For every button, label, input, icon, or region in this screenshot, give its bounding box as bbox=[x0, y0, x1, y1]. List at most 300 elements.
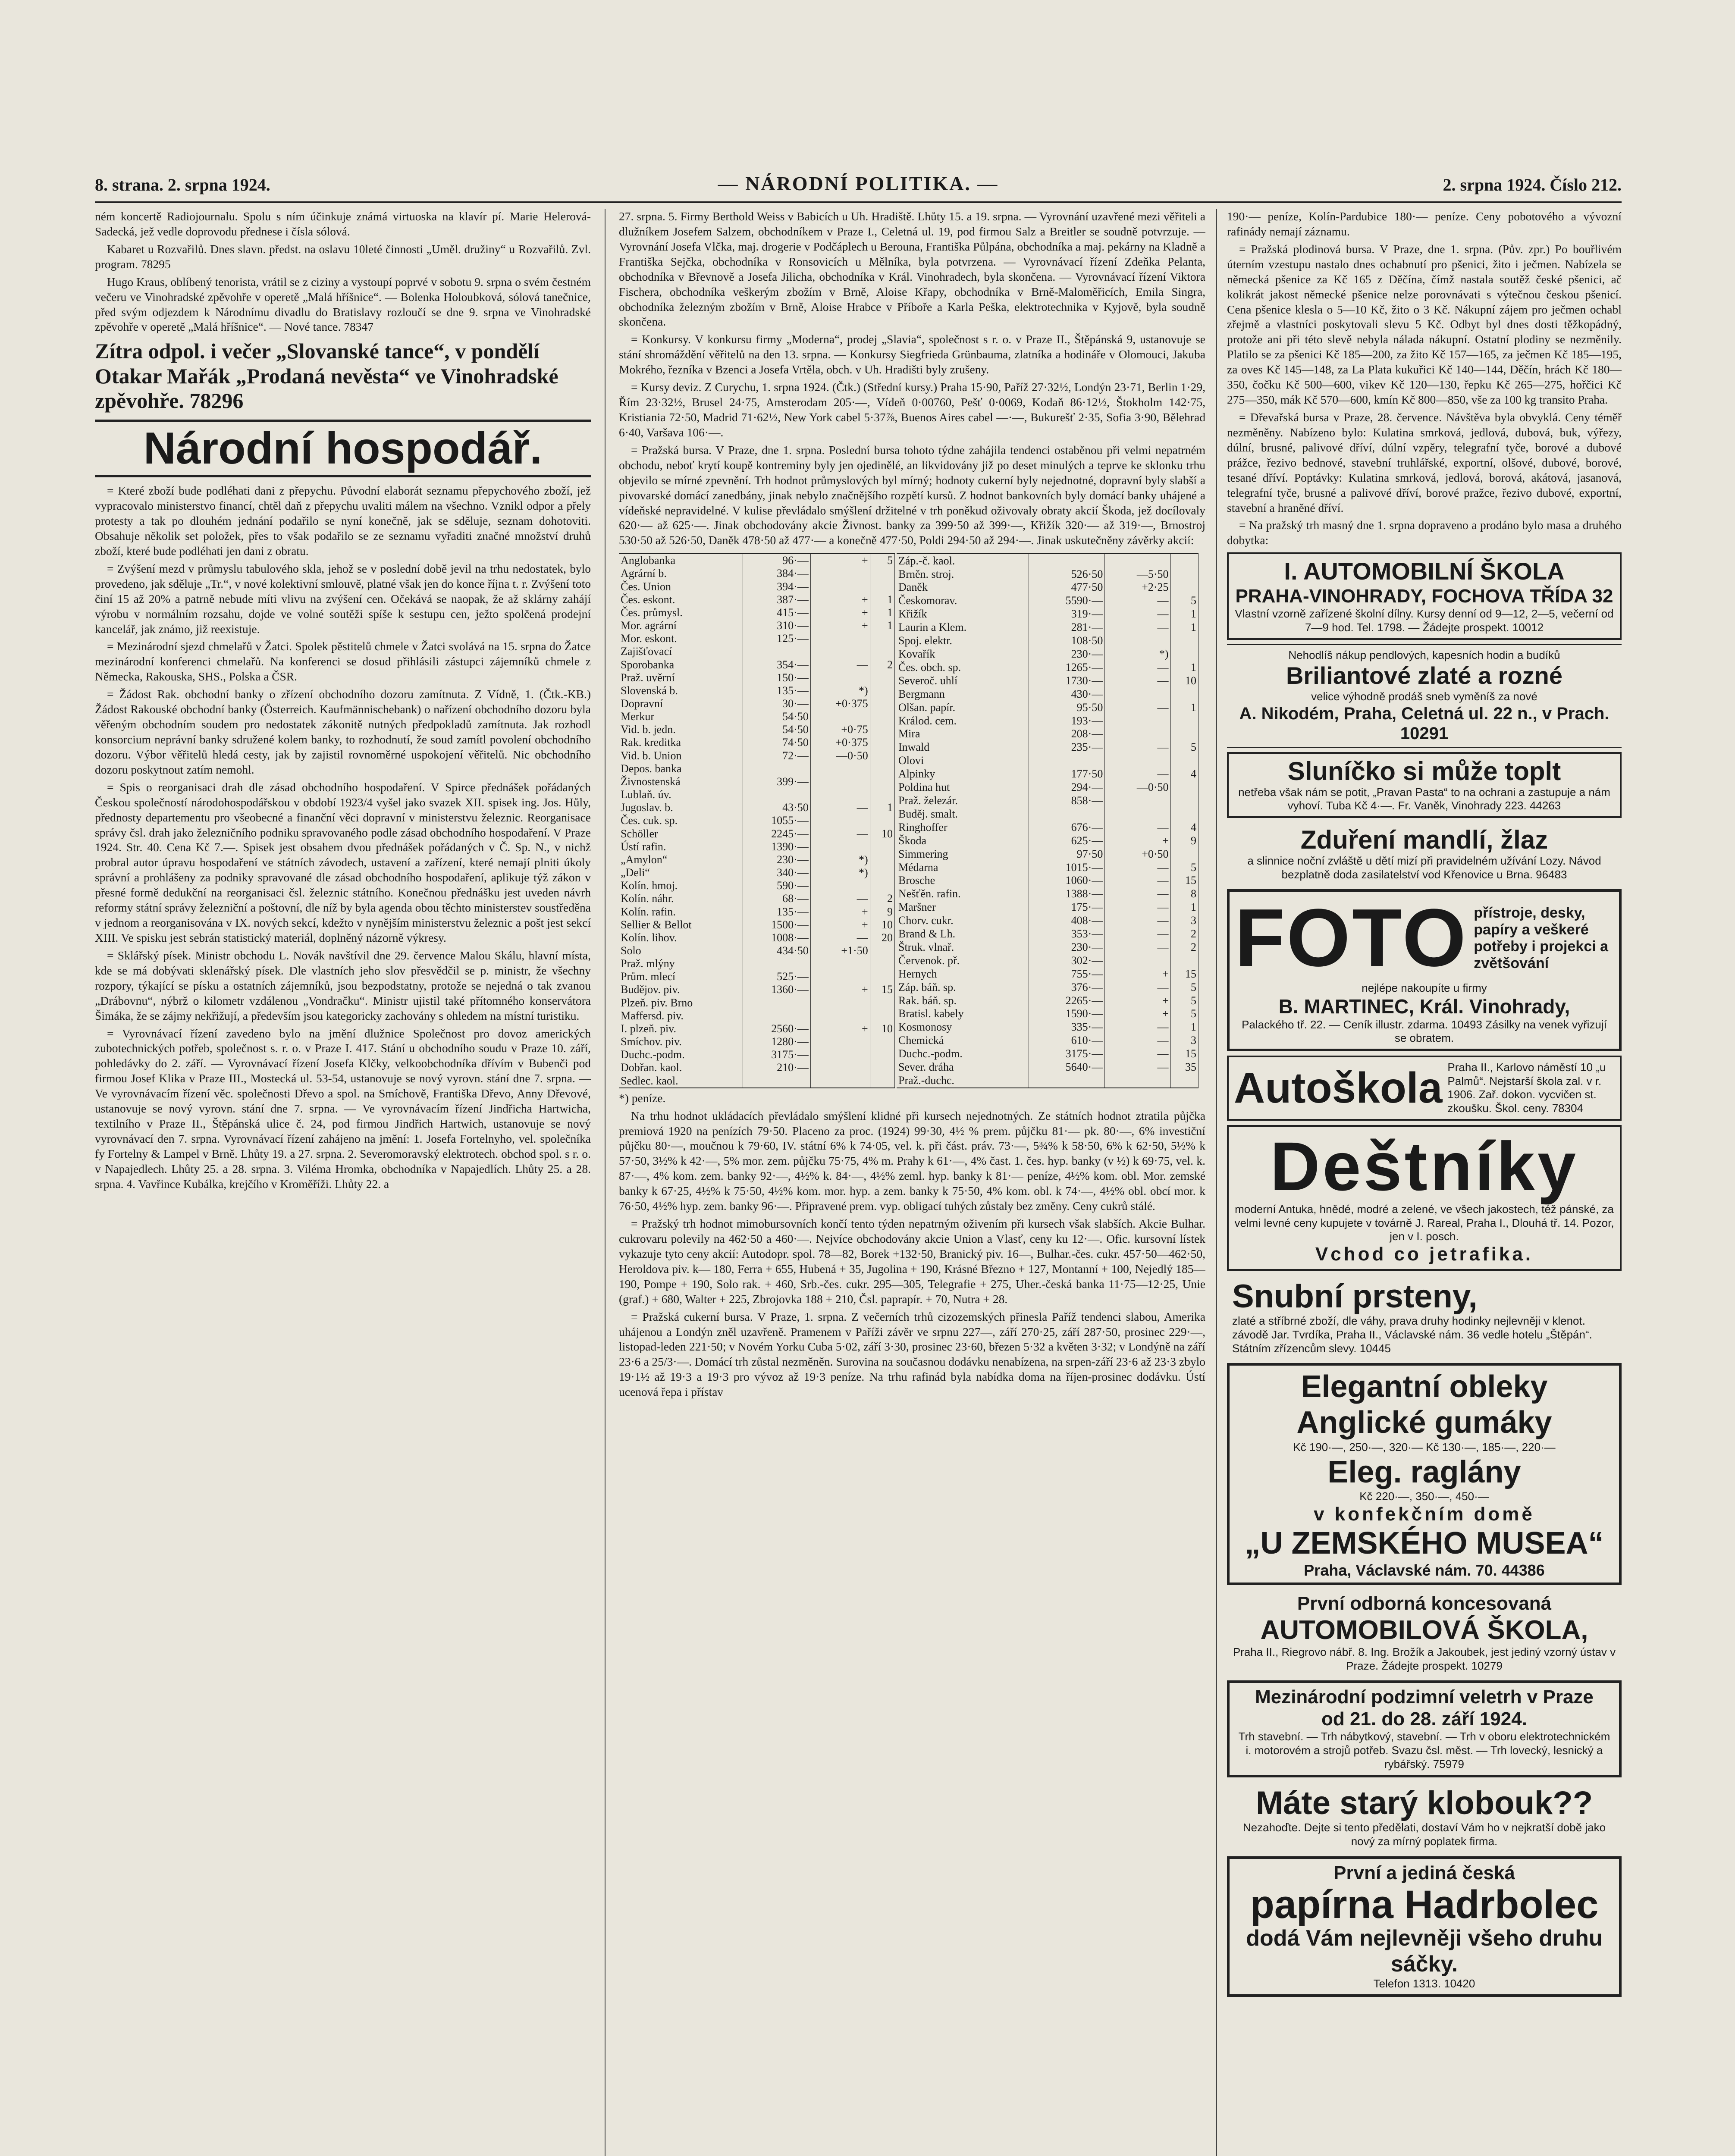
stock-value-cell bbox=[810, 840, 870, 853]
stock-value-cell: — bbox=[1105, 674, 1170, 687]
stock-table-right bbox=[897, 553, 1198, 1088]
stock-value-cell bbox=[1170, 634, 1198, 648]
stock-name-cell: Bratisl. kabely bbox=[897, 1007, 1029, 1021]
table-row bbox=[897, 674, 1198, 687]
stock-value-cell bbox=[1029, 808, 1105, 821]
stock-name-cell: Plzeň. piv. Brno bbox=[619, 997, 743, 1009]
table-row bbox=[897, 954, 1198, 967]
stock-name-cell: Brand & Lh. bbox=[897, 928, 1029, 941]
table-row bbox=[619, 775, 895, 788]
stock-value-cell: 1 bbox=[870, 606, 894, 619]
ad-headline: Briliantové zlaté a rozné bbox=[1286, 662, 1563, 689]
stock-value-cell bbox=[810, 671, 870, 684]
stock-value-cell bbox=[1105, 714, 1170, 727]
stock-value-cell bbox=[1029, 1074, 1105, 1088]
stock-value-cell: + bbox=[1105, 1007, 1170, 1021]
stock-value-cell: — bbox=[1105, 874, 1170, 887]
stock-name-cell: Agrární b. bbox=[619, 567, 743, 580]
stock-name-cell: Sporobanka bbox=[619, 658, 743, 671]
stock-value-cell bbox=[1105, 794, 1170, 808]
stock-value-cell: — bbox=[1105, 1061, 1170, 1074]
stock-value-cell: — bbox=[1105, 621, 1170, 634]
table-row bbox=[619, 632, 895, 645]
stock-name-cell: Olšan. papír. bbox=[897, 701, 1029, 714]
stock-value-cell bbox=[870, 1075, 894, 1088]
stock-value-cell: 20 bbox=[870, 931, 894, 944]
stock-value-cell: 590·— bbox=[743, 879, 811, 892]
stock-value-cell: 5 bbox=[1170, 981, 1198, 994]
table-row bbox=[897, 741, 1198, 754]
table-row bbox=[619, 1035, 895, 1048]
stock-value-cell: 68·— bbox=[743, 892, 811, 905]
stock-value-cell: 1388·— bbox=[1029, 887, 1105, 901]
stock-value-cell bbox=[810, 710, 870, 723]
stock-value-cell: 3175·— bbox=[743, 1048, 811, 1061]
stock-value-cell bbox=[1105, 554, 1170, 567]
article-paragraph: = Pražská bursa. V Praze, dne 1. srpna. Poslední bursa tohoto týdne zahájila tendenci ostaběnou při velmi nepatrném obchodu, neboť krytí koupě kontreminy byly jen ojedinělé, an likvidovány již po deset minulých a teprve ke sklonku trhu objevilo se mírné zpevnění. Trh hodnot průmyslových byl mírný; hodnoty cukerní byly nejednotné, dopravní byly slabší a pivovarské domácí zanedbány, jinak nebylo značnějšího rozpětí kursů. Z hodnot bankovních byly domácí banky uhájené a vídeňské nepravidelné. V kulise převládalo smýšlení držitelné v trh poněkud oživovaly obraty akcií Škoda, jež docílovaly 620·— až 625·—. Jinak obchodovány akcie Živnost. banky za 399·50 až 399·—, Křižík 320·— až 319·—, Brnostroj 530·50 až 526·50, Daněk 478·50 až 477·— a konečně 477·50, Poldi 294·50 až 294·—. Jinak uskutečněny závěrky akcií: bbox=[619, 443, 1205, 547]
stock-value-cell: *) bbox=[810, 866, 870, 879]
article-paragraph: = Pražská plodinová bursa. V Praze, dne 1. srpna. (Pův. zpr.) Po bouřlivém úterním vzestupu nastalo dnes ochabnutí pro pšenici, žito i ječmen. Nabízela se německá pšenice za Kč 165 z Děčína, čímž nastala soutěž české pšenici, ač kolikrát jakost německé pšenice nelze porovnávati s výtečnou českou pšenicí. Cena pšenice klesla o 5—10 Kč, žito o 3 Kč. Nákupní zájem pro ječmen ochabl zřejmě a vlastníci poskytovali slevu 5 Kč. Odbyt byl dnes dosti těžkopádný, protože ani při této slevě nebyla nálada nákupní. Ostatní plodiny se nezměnily. Platilo se za pšenici Kč 185—200, za žito Kč 157—165, za ječmen Kč 185—195, za oves Kč 145—148, za La Plata kukuřici Kč 140—144, Děčín, hrách Kč 180—350, čočku Kč 500—600, vikev Kč 120—130, řepku Kč 265—275, hořčici Kč 275—350, mák Kč 570—600, kmín Kč 800—850, vše za 100 kg transito Praha. bbox=[1227, 242, 1622, 407]
stock-name-cell: Schöller bbox=[619, 827, 743, 840]
table-row bbox=[619, 723, 895, 736]
table-row bbox=[897, 874, 1198, 887]
table-row bbox=[897, 794, 1198, 808]
table-row bbox=[897, 914, 1198, 928]
stock-value-cell bbox=[870, 879, 894, 892]
table-row bbox=[897, 1034, 1198, 1047]
stock-value-cell bbox=[1170, 554, 1198, 567]
stock-value-cell: + bbox=[810, 918, 870, 931]
stock-name-cell: Chemická bbox=[897, 1034, 1029, 1047]
stock-value-cell: + bbox=[810, 593, 870, 606]
table-row bbox=[619, 684, 895, 697]
table-row bbox=[897, 967, 1198, 981]
stock-value-cell: 235·— bbox=[1029, 741, 1105, 754]
stock-value-cell: 210·— bbox=[743, 1061, 811, 1074]
stock-name-cell: Praž. železár. bbox=[897, 794, 1029, 808]
stock-value-cell: 1500·— bbox=[743, 918, 811, 931]
stock-value-cell: 135·— bbox=[743, 684, 811, 697]
stock-value-cell: 354·— bbox=[743, 658, 811, 671]
stock-name-cell: Bergmann bbox=[897, 687, 1029, 701]
table-row bbox=[897, 808, 1198, 821]
stock-value-cell: 4 bbox=[1170, 768, 1198, 781]
ad-text: moderní Antuka, hnědé, modré a zelené, ve všech jakostech, též pánské, za velmi levné ceny kupujete v továrně J. Rareal, Praha I., Dlouhá tř. 14. Pozor, jen v I. posch. bbox=[1234, 1202, 1614, 1243]
table-row bbox=[897, 834, 1198, 847]
stock-name-cell: Daněk bbox=[897, 581, 1029, 594]
stock-value-cell bbox=[870, 684, 894, 697]
stock-value-cell bbox=[1170, 581, 1198, 594]
table-row bbox=[619, 944, 895, 957]
stock-name-cell: Záp. báň. sp. bbox=[897, 981, 1029, 994]
table-row bbox=[619, 970, 895, 983]
table-row bbox=[619, 1048, 895, 1061]
stock-value-cell bbox=[1105, 634, 1170, 648]
stock-name-cell: Kolín. hmoj. bbox=[619, 879, 743, 892]
ad-hadrbolec bbox=[1227, 1856, 1622, 1997]
article-paragraph: = Kursy deviz. Z Curychu, 1. srpna 1924. (Čtk.) (Střední kursy.) Praha 15·90, Paříž 27·32½, Londýn 23·71, Berlin 1·29, Řím 23·32½, Brusel 24·75, Amsterodam 205·—, Vídeň 0·00760, Pešť 0·0069, Kodaň 86·12½, Štokholm 142·75, Kristiania 72·50, Madrid 71·62½, New York cabel 5·37⅞, Buenos Aires cabel —·—, Bukurešť 2·35, Sofia 3·90, Bělehrad 6·40, Varšava 106·—. bbox=[619, 380, 1205, 439]
header-left: 8. strana. 2. srpna 1924. bbox=[95, 175, 270, 194]
ad-text: nejlépe nakoupíte u firmy bbox=[1362, 981, 1487, 994]
stock-value-cell bbox=[870, 723, 894, 736]
table-row bbox=[619, 606, 895, 619]
table-row bbox=[897, 567, 1198, 581]
stock-value-cell: 5640·— bbox=[1029, 1061, 1105, 1074]
table-row bbox=[619, 840, 895, 853]
stock-value-cell: 376·— bbox=[1029, 981, 1105, 994]
stock-value-cell: +0·375 bbox=[810, 697, 870, 710]
stock-value-cell: 15 bbox=[870, 983, 894, 996]
table-row bbox=[897, 714, 1198, 727]
table-row bbox=[897, 781, 1198, 794]
ad-subheadline: od 21. do 28. září 1924. bbox=[1321, 1708, 1527, 1730]
ad-subheadline: B. MARTINEC, Král. Vinohrady, bbox=[1278, 995, 1570, 1018]
stock-value-cell: *) bbox=[810, 684, 870, 697]
stock-value-cell: — bbox=[1105, 861, 1170, 874]
table-row bbox=[897, 621, 1198, 634]
stock-value-cell: — bbox=[1105, 941, 1170, 954]
ad-subheadline: Praha, Václavské nám. 70. 44386 bbox=[1304, 1561, 1545, 1579]
column-2 bbox=[619, 209, 1205, 2156]
ad-headline: Máte starý klobouk?? bbox=[1255, 1784, 1593, 1821]
article-paragraph: ném koncertě Radiojournalu. Spolu s ním účinkuje známá virtuoska na klavír pí. Marie Helerová-Sadecká, jež vedle doprovodu přednese i čísla sólová. bbox=[95, 210, 591, 238]
ad-foto-martinec bbox=[1227, 889, 1622, 1051]
stock-value-cell bbox=[1029, 754, 1105, 768]
stock-name-cell: Prům. mlecí bbox=[619, 970, 743, 983]
table-note: *) peníze. bbox=[619, 1091, 666, 1105]
ad-headline: Snubní prsteny, bbox=[1232, 1278, 1478, 1315]
stock-value-cell: — bbox=[810, 892, 870, 905]
stock-value-cell: 5 bbox=[1170, 741, 1198, 754]
stock-name-cell: Praž. uvěrní bbox=[619, 671, 743, 684]
ad-text: Vlastní vzorně zařízené školní dílny. Kursy denní od 9—12, 2—5, večerní od 7—9 hod. Tel. 1798. — Žádejte prospekt. 10012 bbox=[1235, 607, 1614, 634]
stock-value-cell: 193·— bbox=[1029, 714, 1105, 727]
stock-value-cell: 3 bbox=[1170, 914, 1198, 928]
table-row bbox=[897, 687, 1198, 701]
table-row bbox=[897, 754, 1198, 768]
stock-value-cell: +0·375 bbox=[810, 736, 870, 749]
stock-name-cell: Laurin a Klem. bbox=[897, 621, 1029, 634]
stock-value-cell bbox=[810, 957, 870, 970]
ad-subheadline: První a jediná česká bbox=[1333, 1862, 1515, 1883]
stock-value-cell: 5 bbox=[870, 554, 894, 567]
stock-value-cell: 5 bbox=[1170, 594, 1198, 608]
stock-value-cell: 3175·— bbox=[1029, 1047, 1105, 1061]
table-row bbox=[619, 853, 895, 866]
stock-value-cell: 399·— bbox=[743, 775, 811, 788]
stock-name-cell: Severoč. uhlí bbox=[897, 674, 1029, 687]
ad-subheadline: PRAHA-VINOHRADY, FOCHOVA TŘÍDA 32 bbox=[1235, 585, 1613, 607]
ad-text: Praha II., Riegrovo nábř. 8. Ing. Brožík a Jakoubek, jest jediný vzorný ústav v Praze. Žádejte prospekt. 10279 bbox=[1233, 1645, 1616, 1672]
stock-value-cell bbox=[870, 749, 894, 762]
stock-name-cell: Sedlec. kaol. bbox=[619, 1075, 743, 1088]
stock-value-cell: 1 bbox=[870, 619, 894, 632]
stock-value-cell: + bbox=[1105, 967, 1170, 981]
stock-value-cell: 335·— bbox=[1029, 1021, 1105, 1034]
stock-name-cell: Kolín. rafin. bbox=[619, 906, 743, 918]
table-row bbox=[897, 821, 1198, 834]
ad-subheadline: přístroje, desky, papíry a veškeré potřeby i projekci a zvětšování bbox=[1474, 904, 1609, 972]
newspaper-page bbox=[95, 170, 1622, 2156]
stock-value-cell bbox=[810, 814, 870, 827]
stock-name-cell: Smíchov. piv. bbox=[619, 1035, 743, 1048]
stock-value-cell: — bbox=[1105, 1034, 1170, 1047]
ad-headline: Eleg. raglány bbox=[1327, 1454, 1521, 1489]
ad-text: Kč 220·—, 350·—, 450·— bbox=[1359, 1490, 1489, 1503]
stock-value-cell: — bbox=[1105, 661, 1170, 674]
stock-name-cell: Praž.-duchc. bbox=[897, 1074, 1029, 1088]
table-row bbox=[897, 1007, 1198, 1021]
stock-value-cell: 1265·— bbox=[1029, 661, 1105, 674]
ad-autoskola bbox=[1227, 1056, 1622, 1121]
stock-name-cell: Mira bbox=[897, 727, 1029, 741]
stock-value-cell: 43·50 bbox=[743, 801, 811, 814]
column-divider bbox=[1216, 209, 1217, 2156]
stock-value-cell: 1015·— bbox=[1029, 861, 1105, 874]
stock-value-cell bbox=[870, 1048, 894, 1061]
ad-mandle bbox=[1227, 822, 1622, 885]
stock-value-cell bbox=[1170, 648, 1198, 661]
article-paragraph: 190·— peníze, Kolín-Pardubice 180·— peníze. Ceny pobotového a vývozní rafinády nemají záznamu. bbox=[1227, 210, 1622, 238]
theatre-announcement: Zítra odpol. i večer „Slovanské tance“, v pondělí Otakar Mařák „Prodaná nevěsta“ ve Vinohradské zpěvohře. 78296 bbox=[95, 339, 558, 413]
stock-value-cell: 394·— bbox=[743, 580, 811, 593]
stock-value-cell bbox=[1170, 794, 1198, 808]
stock-value-cell bbox=[1029, 554, 1105, 567]
stock-value-cell: 1055·— bbox=[743, 814, 811, 827]
column-divider bbox=[605, 209, 606, 2156]
stock-value-cell: 230·— bbox=[1029, 648, 1105, 661]
stock-value-cell bbox=[810, 580, 870, 593]
section-title: Národní hospodář. bbox=[95, 420, 591, 477]
stock-name-cell: Praž. mlýny bbox=[619, 957, 743, 970]
stock-value-cell: 408·— bbox=[1029, 914, 1105, 928]
stock-value-cell: 858·— bbox=[1029, 794, 1105, 808]
stock-value-cell bbox=[870, 645, 894, 658]
table-row bbox=[897, 661, 1198, 674]
stock-name-cell: Kolín. náhr. bbox=[619, 892, 743, 905]
stock-value-cell: 1 bbox=[1170, 608, 1198, 621]
stock-name-cell: Čes. obch. sp. bbox=[897, 661, 1029, 674]
ad-automobilni-skola bbox=[1227, 552, 1622, 639]
article-paragraph: = Žádost Rak. obchodní banky o zřízení obchodního dozoru zamítnuta. Z Vídně, 1. (Čtk.-KB.) Žádost Rakouské obchodní banky (Österreich. Kaufmännischebank) o nařízení obchodního dozoru byla věřeným obchodním soudem pro nedostatek zákonitě nutných předpokladů zamítnuta. Jak rozhodl konsorcium neprávní banky sdružené kolem banky, to rozhodnutí, že soud zamítl povolení obchodního dozoru. Výbor věřitelů hledá cesty, jak by zajistil rovnoměrné uspokojení věřitelů. Nic obchodního dozoru poskytnout zatím nemohl. bbox=[95, 687, 591, 776]
table-row bbox=[619, 931, 895, 944]
stock-value-cell bbox=[1170, 754, 1198, 768]
stock-value-cell: 10 bbox=[1170, 674, 1198, 687]
stock-value-cell: 5590·— bbox=[1029, 594, 1105, 608]
stock-value-cell: + bbox=[810, 1022, 870, 1035]
stock-value-cell: 5 bbox=[1170, 1007, 1198, 1021]
stock-value-cell: 610·— bbox=[1029, 1034, 1105, 1047]
article-paragraph: = Pražská cukerní bursa. V Praze, 1. srpna. Z večerních trhů cizozemských přinesla Paříž tendenci slabou, Amerika uhájenou a Londýn zněl uzavřeně. Pramenem v Paříži závěr ve srpnu 227—, září 270·25, září 287·50, prosinec 229·—, listopad-leden 221·50; v Novém Yorku Cuba 5·02, září 3·30, prosinec 23·60, březen 5·32 a květen 3·32; v Londýně na září 23·6 a 25/3·—. Domácí trh zůstal nezměněn. Surovina na současnou dodávku nenabízena, na srpen-září 23·6 až 23·3 zbylo 19·1½ až 19·3 a 19·3 pro vývoz až 19·3 peníze. Na trhu rafinád byla nabídka doma na říjen-prosinec dodávku. Ústí ucenová řepa i přístav bbox=[619, 1310, 1205, 1399]
stock-value-cell: —5·50 bbox=[1105, 567, 1170, 581]
stock-value-cell: — bbox=[1105, 981, 1170, 994]
stock-value-cell: 1060·— bbox=[1029, 874, 1105, 887]
stock-name-cell: Depos. banka bbox=[619, 762, 743, 775]
ad-headline: Elegantní obleky bbox=[1301, 1369, 1548, 1404]
stock-value-cell bbox=[810, 762, 870, 775]
stock-value-cell: — bbox=[1105, 914, 1170, 928]
stock-value-cell bbox=[810, 1048, 870, 1061]
stock-value-cell bbox=[1170, 727, 1198, 741]
stock-value-cell: 5 bbox=[1170, 861, 1198, 874]
ad-automobilova-skola bbox=[1227, 1589, 1622, 1676]
ad-headline: Mezinárodní podzimní veletrh v Praze bbox=[1255, 1686, 1594, 1708]
table-row bbox=[897, 928, 1198, 941]
stock-name-cell: Kovařík bbox=[897, 648, 1029, 661]
table-row bbox=[897, 608, 1198, 621]
stock-name-cell: Nešťěn. rafin. bbox=[897, 887, 1029, 901]
table-row bbox=[897, 554, 1198, 567]
stock-value-cell bbox=[1170, 847, 1198, 861]
stock-value-cell bbox=[870, 957, 894, 970]
stock-name-cell: Štruk. vlnař. bbox=[897, 941, 1029, 954]
stock-name-cell: Alpinky bbox=[897, 768, 1029, 781]
stock-value-cell bbox=[870, 1009, 894, 1022]
stock-value-cell: 10 bbox=[870, 918, 894, 931]
stock-name-cell: Rak. kreditka bbox=[619, 736, 743, 749]
stock-value-cell bbox=[870, 944, 894, 957]
stock-value-cell bbox=[810, 997, 870, 1009]
table-row bbox=[619, 1075, 895, 1088]
stock-value-cell bbox=[1170, 808, 1198, 821]
stock-name-cell: Chorv. cukr. bbox=[897, 914, 1029, 928]
header-right: 2. srpna 1924. Číslo 212. bbox=[1443, 175, 1622, 194]
stock-value-cell bbox=[810, 879, 870, 892]
stock-value-cell bbox=[870, 697, 894, 710]
stock-value-cell: + bbox=[1105, 994, 1170, 1007]
stock-value-cell: *) bbox=[1105, 648, 1170, 661]
stock-value-cell bbox=[870, 1035, 894, 1048]
page-header bbox=[95, 170, 1622, 201]
stock-name-cell: Škoda bbox=[897, 834, 1029, 847]
stock-value-cell bbox=[870, 632, 894, 645]
stock-value-cell: *) bbox=[810, 853, 870, 866]
stock-value-cell: 10 bbox=[870, 827, 894, 840]
stock-value-cell: — bbox=[1105, 1047, 1170, 1061]
stock-value-cell: 625·— bbox=[1029, 834, 1105, 847]
table-row bbox=[619, 710, 895, 723]
stock-name-cell: Sellier & Bellot bbox=[619, 918, 743, 931]
stock-name-cell: Záp.-č. kaol. bbox=[897, 554, 1029, 567]
stock-value-cell bbox=[870, 671, 894, 684]
stock-value-cell: 9 bbox=[1170, 834, 1198, 847]
stock-name-cell: Hernych bbox=[897, 967, 1029, 981]
stock-name-cell: Dobřan. kaol. bbox=[619, 1061, 743, 1074]
stock-value-cell: 1730·— bbox=[1029, 674, 1105, 687]
stock-value-cell: 72·— bbox=[743, 749, 811, 762]
table-row bbox=[897, 941, 1198, 954]
stock-value-cell: + bbox=[810, 906, 870, 918]
stock-value-cell bbox=[1170, 687, 1198, 701]
table-row bbox=[619, 892, 895, 905]
stock-name-cell: Čes. průmysl. bbox=[619, 606, 743, 619]
table-row bbox=[619, 866, 895, 879]
stock-value-cell: + bbox=[810, 983, 870, 996]
stock-name-cell: Merkur bbox=[619, 710, 743, 723]
stock-value-cell: — bbox=[1105, 887, 1170, 901]
stock-value-cell bbox=[810, 567, 870, 580]
stock-value-cell: — bbox=[1105, 901, 1170, 914]
ad-text: Kč 190·—, 250·—, 320·— Kč 130·—, 185·—, 220·— bbox=[1293, 1440, 1556, 1454]
table-row bbox=[897, 1074, 1198, 1088]
table-row bbox=[619, 801, 895, 814]
table-row bbox=[897, 861, 1198, 874]
table-row bbox=[619, 957, 895, 970]
table-row bbox=[619, 1022, 895, 1035]
table-row bbox=[619, 997, 895, 1009]
stock-value-cell: 2 bbox=[1170, 928, 1198, 941]
stock-value-cell: 230·— bbox=[743, 853, 811, 866]
stock-value-cell: 1008·— bbox=[743, 931, 811, 944]
table-row bbox=[897, 981, 1198, 994]
stock-value-cell bbox=[1105, 727, 1170, 741]
stock-value-cell bbox=[870, 580, 894, 593]
stock-value-cell: 54·50 bbox=[743, 723, 811, 736]
stock-name-cell: Dopravní bbox=[619, 697, 743, 710]
stock-value-cell: — bbox=[810, 801, 870, 814]
stock-tables bbox=[619, 551, 1205, 1091]
table-row bbox=[897, 1061, 1198, 1074]
stock-name-cell: Inwald bbox=[897, 741, 1029, 754]
stock-value-cell: 230·— bbox=[1029, 941, 1105, 954]
stock-name-cell: Mor. eskont. bbox=[619, 632, 743, 645]
ad-text: netřeba však nám se potit, „Pravan Pasta“ to na ochrani a zastupuje a nám vyhoví. Tuba Kč 4·—. Fr. Vaněk, Vinohrady 223. 44263 bbox=[1238, 785, 1610, 812]
ad-klobouk bbox=[1227, 1782, 1622, 1852]
stock-value-cell bbox=[870, 1061, 894, 1074]
ad-text: a slinnice noční zvláště u dětí mizí při pravidelném užívání Lozy. Návod bezplatně doda zasilatelství vod Křenovice u Brna. 96483 bbox=[1247, 854, 1601, 881]
stock-name-cell: Duchc.-podm. bbox=[897, 1047, 1029, 1061]
stock-value-cell: 384·— bbox=[743, 567, 811, 580]
ad-headline: „U ZEMSKÉHO MUSEA“ bbox=[1245, 1526, 1604, 1561]
table-row bbox=[619, 593, 895, 606]
masthead-title: — NÁRODNÍ POLITIKA. — bbox=[718, 172, 999, 194]
stock-value-cell: 10 bbox=[870, 1022, 894, 1035]
ad-headline: I. AUTOMOBILNÍ ŠKOLA bbox=[1284, 558, 1565, 585]
stock-value-cell bbox=[870, 710, 894, 723]
stock-value-cell: 302·— bbox=[1029, 954, 1105, 967]
table-row bbox=[619, 697, 895, 710]
ad-text: zlaté a stříbrné zboží, dle váhy, prava druhy hodinky nejlevněji v klenot. závodě Jar. Tvrdíka, Praha II., Václavské nám. 36 vedle hotelu „Štěpán“. Státním zřízencům slevy. 10445 bbox=[1232, 1314, 1592, 1355]
stock-value-cell bbox=[870, 762, 894, 775]
stock-value-cell: 319·— bbox=[1029, 608, 1105, 621]
table-row bbox=[619, 814, 895, 827]
stock-value-cell: —0·50 bbox=[810, 749, 870, 762]
table-row bbox=[897, 634, 1198, 648]
table-row bbox=[897, 701, 1198, 714]
stock-name-cell: Solo bbox=[619, 944, 743, 957]
stock-name-cell: Médarna bbox=[897, 861, 1029, 874]
stock-value-cell: 1 bbox=[1170, 621, 1198, 634]
stock-value-cell bbox=[1105, 808, 1170, 821]
table-row bbox=[897, 581, 1198, 594]
stock-value-cell: 74·50 bbox=[743, 736, 811, 749]
stock-value-cell bbox=[810, 1061, 870, 1074]
stock-name-cell: Živnostenská bbox=[619, 775, 743, 788]
stock-value-cell: 477·50 bbox=[1029, 581, 1105, 594]
stock-value-cell: — bbox=[1105, 821, 1170, 834]
table-row bbox=[619, 1061, 895, 1074]
stock-value-cell bbox=[870, 736, 894, 749]
ad-headline: papírna Hadrbolec bbox=[1250, 1883, 1599, 1927]
stock-name-cell: Buděj. smalt. bbox=[897, 808, 1029, 821]
stock-value-cell: —0·50 bbox=[1105, 781, 1170, 794]
stock-name-cell: Vid. b. jedn. bbox=[619, 723, 743, 736]
ad-text: Nehodlíš nákup pendlových, kapesních hodin a budíků bbox=[1288, 648, 1560, 661]
stock-name-cell: Budějov. piv. bbox=[619, 983, 743, 996]
ad-headline: Autoškola bbox=[1234, 1064, 1443, 1112]
stock-value-cell: — bbox=[1105, 594, 1170, 608]
stock-value-cell: 95·50 bbox=[1029, 701, 1105, 714]
